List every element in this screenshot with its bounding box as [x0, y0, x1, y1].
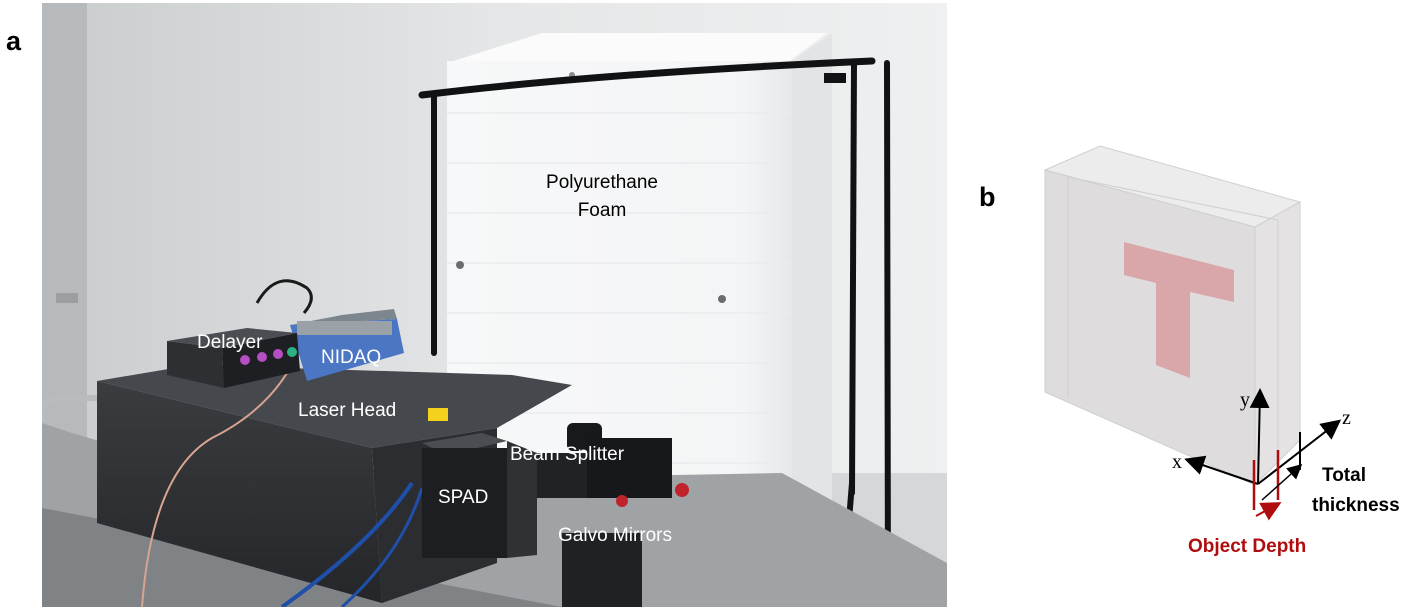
wall-socket — [56, 293, 78, 303]
galvo-red-marker — [616, 495, 628, 507]
label-foam: Foam — [577, 200, 627, 221]
label-laser-head: Laser Head — [298, 400, 397, 421]
object-depth-label: Object Depth — [1188, 536, 1307, 557]
foam-screw — [456, 261, 464, 269]
object-depth-arrow — [1256, 504, 1278, 516]
label-spad: SPAD — [438, 487, 489, 508]
delayer-port — [287, 347, 297, 357]
slab-diagram — [1000, 130, 1404, 570]
label-nidaq: NIDAQ — [321, 347, 382, 368]
laser-warning-label — [428, 408, 448, 421]
axis-y-label: y — [1240, 389, 1250, 411]
delayer-port — [273, 349, 283, 359]
panel-label-b: b — [979, 182, 996, 212]
foam-side — [792, 33, 832, 536]
axis-z-label: z — [1342, 407, 1351, 429]
axis-x-label: x — [1172, 451, 1182, 473]
foam-screw — [718, 295, 726, 303]
delayer-port — [240, 355, 250, 365]
nidaq-connectors — [297, 321, 392, 335]
label-delayer: Delayer — [197, 332, 263, 353]
total-thickness-label-2: thickness — [1312, 495, 1400, 516]
panel-label-a: a — [6, 26, 22, 56]
label-galvo-mirrors: Galvo Mirrors — [558, 525, 673, 546]
stand-clamp — [824, 73, 846, 83]
label-beam-splitter: Beam Splitter — [510, 444, 625, 465]
setup-photo — [42, 3, 947, 607]
total-thickness-label-1: Total — [1322, 465, 1366, 486]
label-polyurethane: Polyurethane — [546, 172, 658, 193]
galvo-red-marker — [675, 483, 689, 497]
delayer-port — [257, 352, 267, 362]
